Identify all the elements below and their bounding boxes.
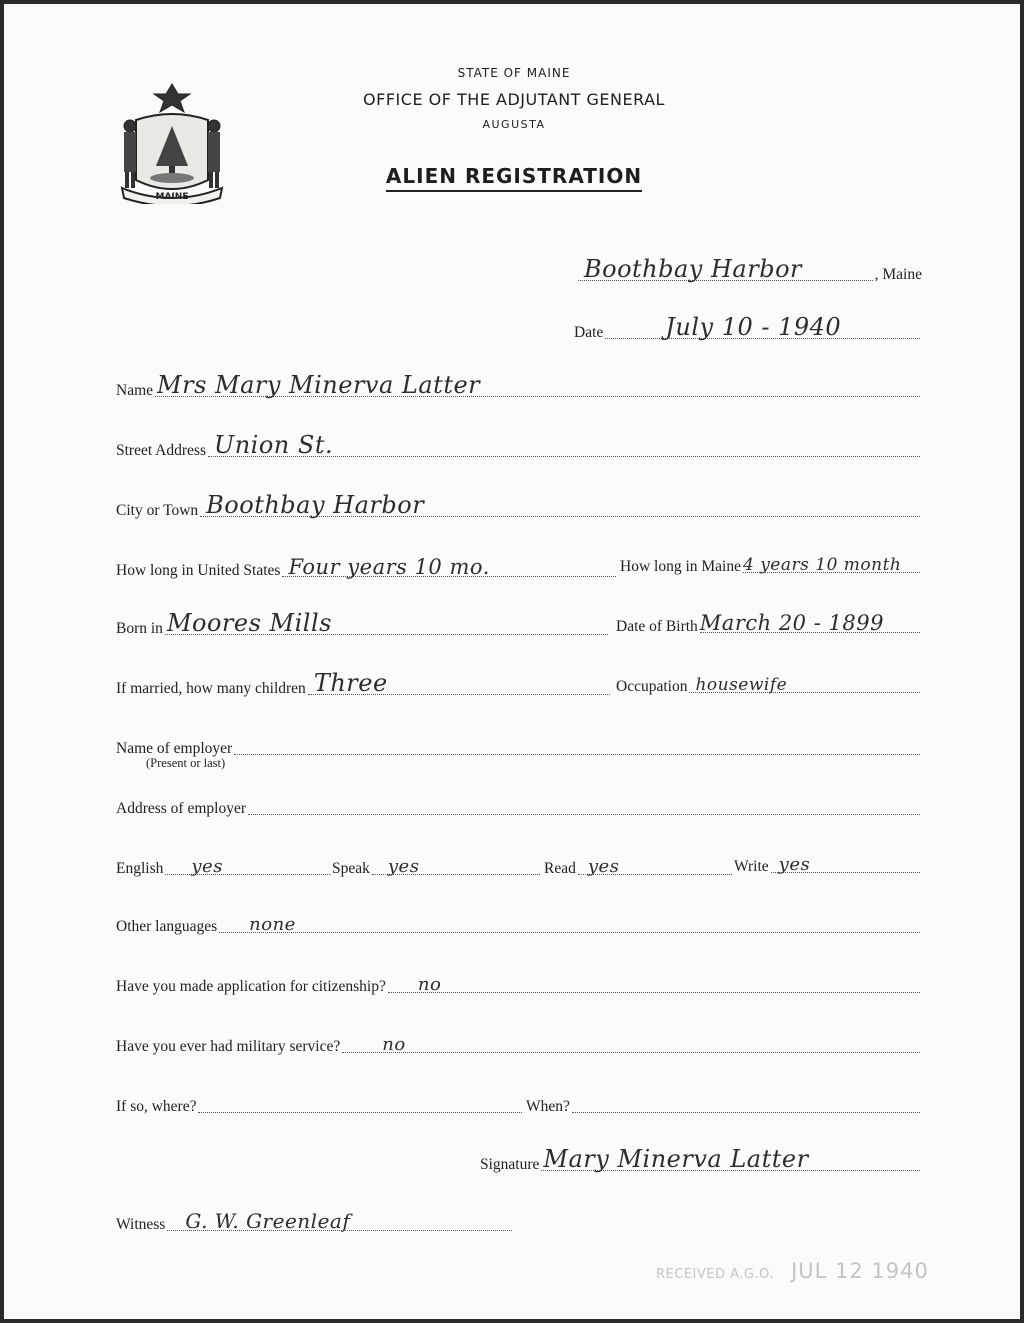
svg-text:MAINE: MAINE [155,192,189,202]
signature-value: Mary Minerva Latter [543,1145,809,1173]
occupation-value: housewife [695,675,788,695]
citizenship-value: no [417,974,442,995]
speak-value: yes [387,856,420,877]
how-long-maine-value: 4 years 10 month [742,555,902,575]
received-stamp [656,1259,929,1283]
children-field[interactable] [116,669,612,698]
write-label: Write [734,858,769,875]
place-field[interactable] [576,255,922,284]
where-field[interactable] [116,1096,524,1116]
born-in-label: Born in [116,620,163,637]
other-languages-field[interactable] [116,916,922,936]
other-languages-value: none [249,914,296,935]
name-value: Mrs Mary Minerva Latter [157,371,481,399]
employer-address-label: Address of employer [116,800,246,817]
when-field[interactable] [526,1096,922,1116]
how-long-us-label: How long in United States [116,562,281,579]
other-languages-label: Other languages [116,918,218,935]
employer-sublabel: (Present or last) [146,756,226,770]
maine-seal-icon [116,80,228,204]
witness-field[interactable] [116,1209,514,1234]
children-label: If married, how many children [116,680,306,697]
stamp-date: JUL 12 1940 [791,1259,929,1283]
city-town-value: Boothbay Harbor [206,491,425,519]
occupation-label: Occupation [616,678,688,695]
date-label: Date [574,324,604,341]
how-long-us-value: Four years 10 mo. [288,555,490,579]
read-value: yes [587,856,620,877]
witness-label: Witness [116,1216,166,1233]
date-of-birth-label: Date of Birth [616,618,698,635]
military-label: Have you ever had military service? [116,1038,341,1055]
english-value: yes [191,856,223,877]
place-value: Boothbay Harbor [584,255,802,283]
date-of-birth-value: March 20 - 1899 [699,611,884,635]
military-field[interactable] [116,1036,922,1056]
citizenship-label: Have you made application for citizenship? [116,978,386,995]
state-heading: STATE OF MAINE [457,66,571,80]
how-long-maine-label: How long in Maine [620,558,741,575]
city-town-label: City or Town [116,502,199,519]
date-of-birth-field[interactable] [616,611,922,636]
speak-field[interactable] [332,858,542,878]
write-field[interactable] [734,856,922,876]
born-in-value: Moores Mills [166,609,332,637]
children-value: Three [313,669,388,697]
signature-field[interactable] [480,1145,922,1174]
employer-address-field[interactable] [116,798,922,818]
stamp-prefix: RECEIVED A.G.O. [656,1267,774,1282]
employer-name-label: Name of employer [116,740,233,757]
citizenship-field[interactable] [116,976,922,996]
name-field[interactable] [116,371,922,400]
occupation-field[interactable] [616,676,922,696]
employer-name-field[interactable] [116,738,922,758]
read-label: Read [544,860,576,877]
date-value: July 10 - 1940 [665,313,842,341]
office-heading: OFFICE OF THE ADJUTANT GENERAL [363,90,665,109]
witness-value: G. W. Greenleaf [185,1209,351,1233]
signature-label: Signature [480,1156,540,1173]
military-value: no [382,1034,406,1055]
speak-label: Speak [332,860,370,877]
street-address-field[interactable] [116,431,922,460]
when-label: When? [526,1098,570,1115]
registration-form-page [4,4,1020,1319]
street-address-value: Union St. [213,431,334,459]
date-field[interactable] [574,313,922,342]
born-in-field[interactable] [116,609,610,638]
place-suffix: , Maine [874,266,922,283]
english-field[interactable] [116,858,332,878]
english-label: English [116,860,164,877]
name-label: Name [116,382,154,399]
street-address-label: Street Address [116,442,206,459]
write-value: yes [778,854,811,875]
city-heading: AUGUSTA [482,118,546,131]
read-field[interactable] [544,858,734,878]
where-label: If so, where? [116,1098,197,1115]
form-title: ALIEN REGISTRATION [304,164,724,188]
how-long-us-field[interactable] [116,555,618,580]
how-long-maine-field[interactable] [620,556,922,576]
city-town-field[interactable] [116,491,922,520]
